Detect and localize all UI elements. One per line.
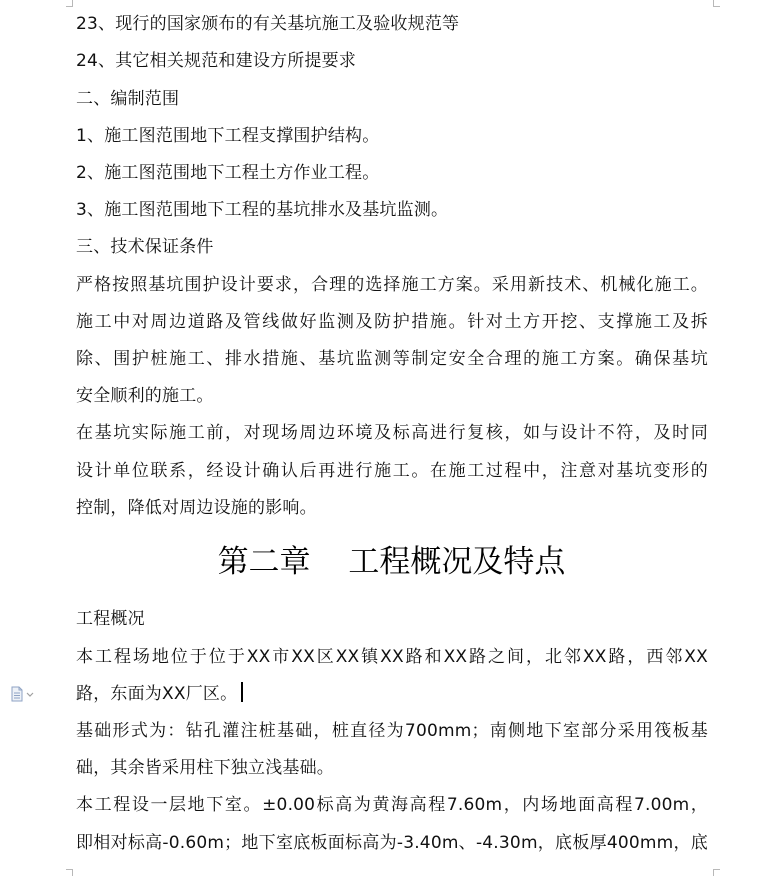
text-line-with-cursor[interactable] xyxy=(76,682,243,706)
text-line: 即相对标高-0.60m；地下室底板面标高为-3.40m、-4.30m，底板厚400mm，底 xyxy=(76,833,708,853)
text-line: 基础形式为：钻孔灌注桩基础，桩直径为700mm；南侧地下室部分采用筏板基 xyxy=(76,721,708,741)
text-line: 安全顺利的施工。 xyxy=(76,386,214,406)
chapter-heading: 第二章 工程概况及特点 xyxy=(217,544,566,580)
text-line: 23、现行的国家颁布的有关基坑施工及验收规范等 xyxy=(76,14,460,34)
text-line: 本工程设一层地下室。±0.00标高为黄海高程7.60m，内场地面高程7.00m， xyxy=(76,795,708,815)
page-corner-mark xyxy=(713,0,720,7)
section-title: 二、编制范围 xyxy=(76,89,180,109)
section-title: 三、技术保证条件 xyxy=(76,237,214,257)
text-line: 路，东面为XX厂区。 xyxy=(76,684,238,704)
text-line: 24、其它相关规范和建设方所提要求 xyxy=(76,51,357,71)
text-line: 严格按照基坑围护设计要求，合理的选择施工方案。采用新技术、机械化施工。 xyxy=(76,275,708,295)
text-cursor xyxy=(241,682,243,702)
text-line: 控制，降低对周边设施的影响。 xyxy=(76,498,317,518)
document-icon[interactable] xyxy=(10,686,36,702)
text-line: 设计单位联系，经设计确认后再进行施工。在施工过程中，注意对基坑变形的 xyxy=(76,461,708,481)
text-line: 施工中对周边道路及管线做好监测及防护措施。针对土方开挖、支撑施工及拆 xyxy=(76,312,708,332)
page-corner-mark xyxy=(66,0,73,7)
text-line: 除、围护桩施工、排水措施、基坑监测等制定安全合理的施工方案。确保基坑 xyxy=(76,349,708,369)
text-line: 础，其余皆采用柱下独立浅基础。 xyxy=(76,758,334,778)
document-icon xyxy=(10,686,36,702)
text-line: 3、施工图范围地下工程的基坑排水及基坑监测。 xyxy=(76,200,449,220)
text-line: 在基坑实际施工前，对现场周边环境及标高进行复核，如与设计不符，及时同 xyxy=(76,423,708,443)
text-line: 2、施工图范围地下工程土方作业工程。 xyxy=(76,163,380,183)
section-title: 工程概况 xyxy=(76,609,145,629)
text-line: 本工程场地位于位于XX市XX区XX镇XX路和XX路之间，北邻XX路，西邻XX xyxy=(76,647,708,667)
text-line: 1、施工图范围地下工程支撑围护结构。 xyxy=(76,126,380,146)
